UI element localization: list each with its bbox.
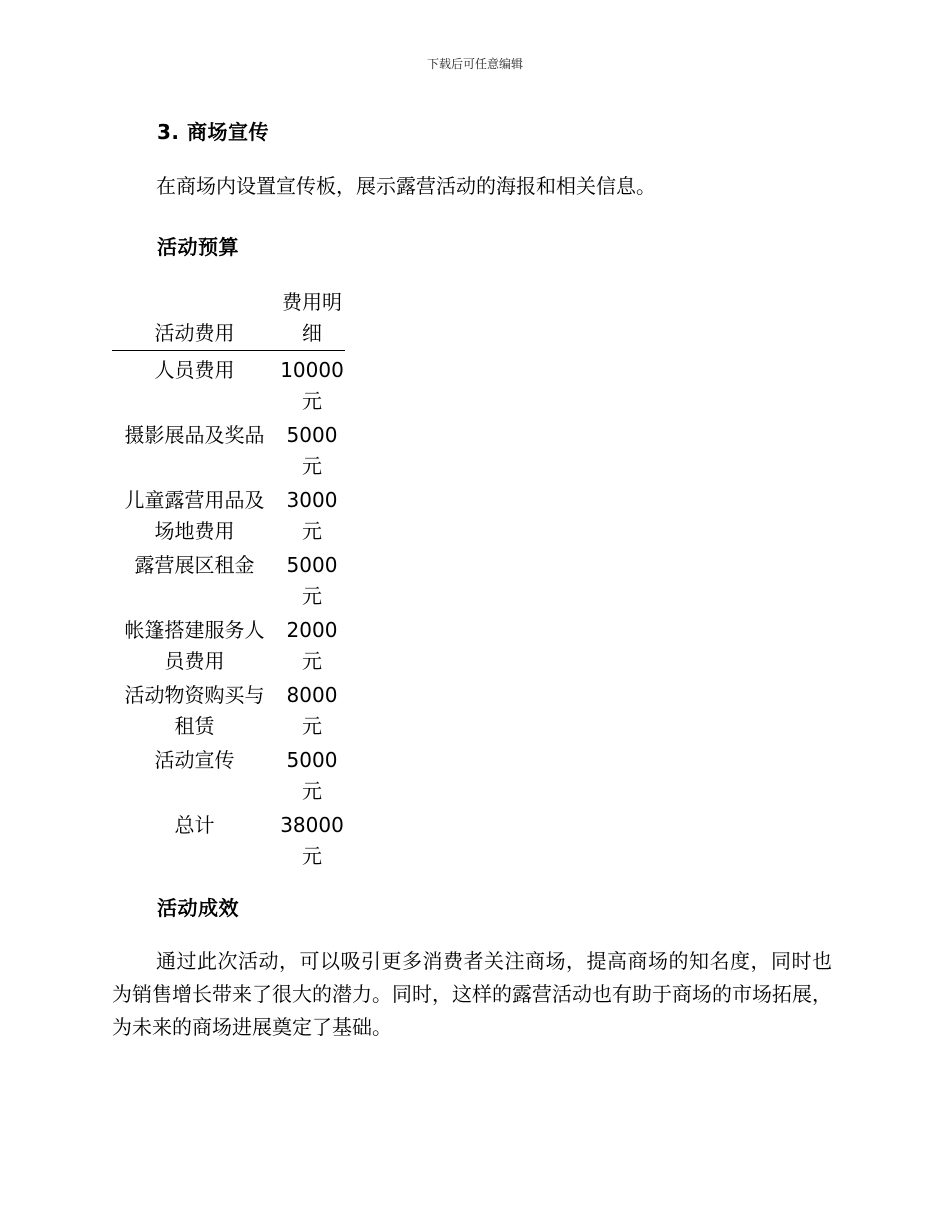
section-heading-promo: 3. 商场宣传 xyxy=(157,120,269,144)
budget-table xyxy=(112,287,345,875)
row-cost: 3000元 xyxy=(286,488,338,543)
row-item: 露营展区租金 xyxy=(134,553,255,577)
row-item: 活动物资购买与租赁 xyxy=(124,683,265,738)
table-row xyxy=(112,485,345,550)
row-item: 帐篷搭建服务人员费用 xyxy=(124,618,265,673)
table-row xyxy=(112,745,345,810)
page-header: 下载后可任意编辑 xyxy=(426,57,523,71)
row-item: 摄影展品及奖品 xyxy=(124,423,265,447)
table-row xyxy=(112,550,345,615)
row-cost: 5000元 xyxy=(286,553,338,608)
row-cost: 2000元 xyxy=(286,618,338,673)
table-row xyxy=(112,420,345,485)
row-item: 人员费用 xyxy=(154,358,235,382)
budget-heading: 活动预算 xyxy=(157,235,239,259)
promo-paragraph: 在商场内设置宣传板，展示露营活动的海报和相关信息。 xyxy=(156,174,656,198)
row-item: 活动宣传 xyxy=(154,748,235,772)
row-item: 儿童露营用品及场地费用 xyxy=(124,488,265,543)
table-row xyxy=(112,615,345,680)
row-cost: 8000元 xyxy=(286,683,338,738)
row-item: 总计 xyxy=(174,813,215,837)
table-row-total xyxy=(112,810,345,875)
column-header-item: 活动费用 xyxy=(154,320,235,345)
table-row xyxy=(112,680,345,745)
row-cost: 10000元 xyxy=(280,358,344,413)
column-header-cost: 费用明细 xyxy=(282,290,342,345)
results-heading: 活动成效 xyxy=(157,896,239,920)
budget-table-header-row xyxy=(112,287,345,351)
results-paragraph: 通过此次活动，可以吸引更多消费者关注商场，提高商场的知名度，同时也为销售增长带来了很大的潜力。同时，这样的露营活动也有助于商场的市场拓展，为未来的商场进展奠定了基础。 xyxy=(112,949,832,1039)
row-cost: 5000元 xyxy=(286,423,338,478)
row-cost: 38000元 xyxy=(280,813,344,868)
row-cost: 5000元 xyxy=(286,748,338,803)
table-row xyxy=(112,351,345,421)
